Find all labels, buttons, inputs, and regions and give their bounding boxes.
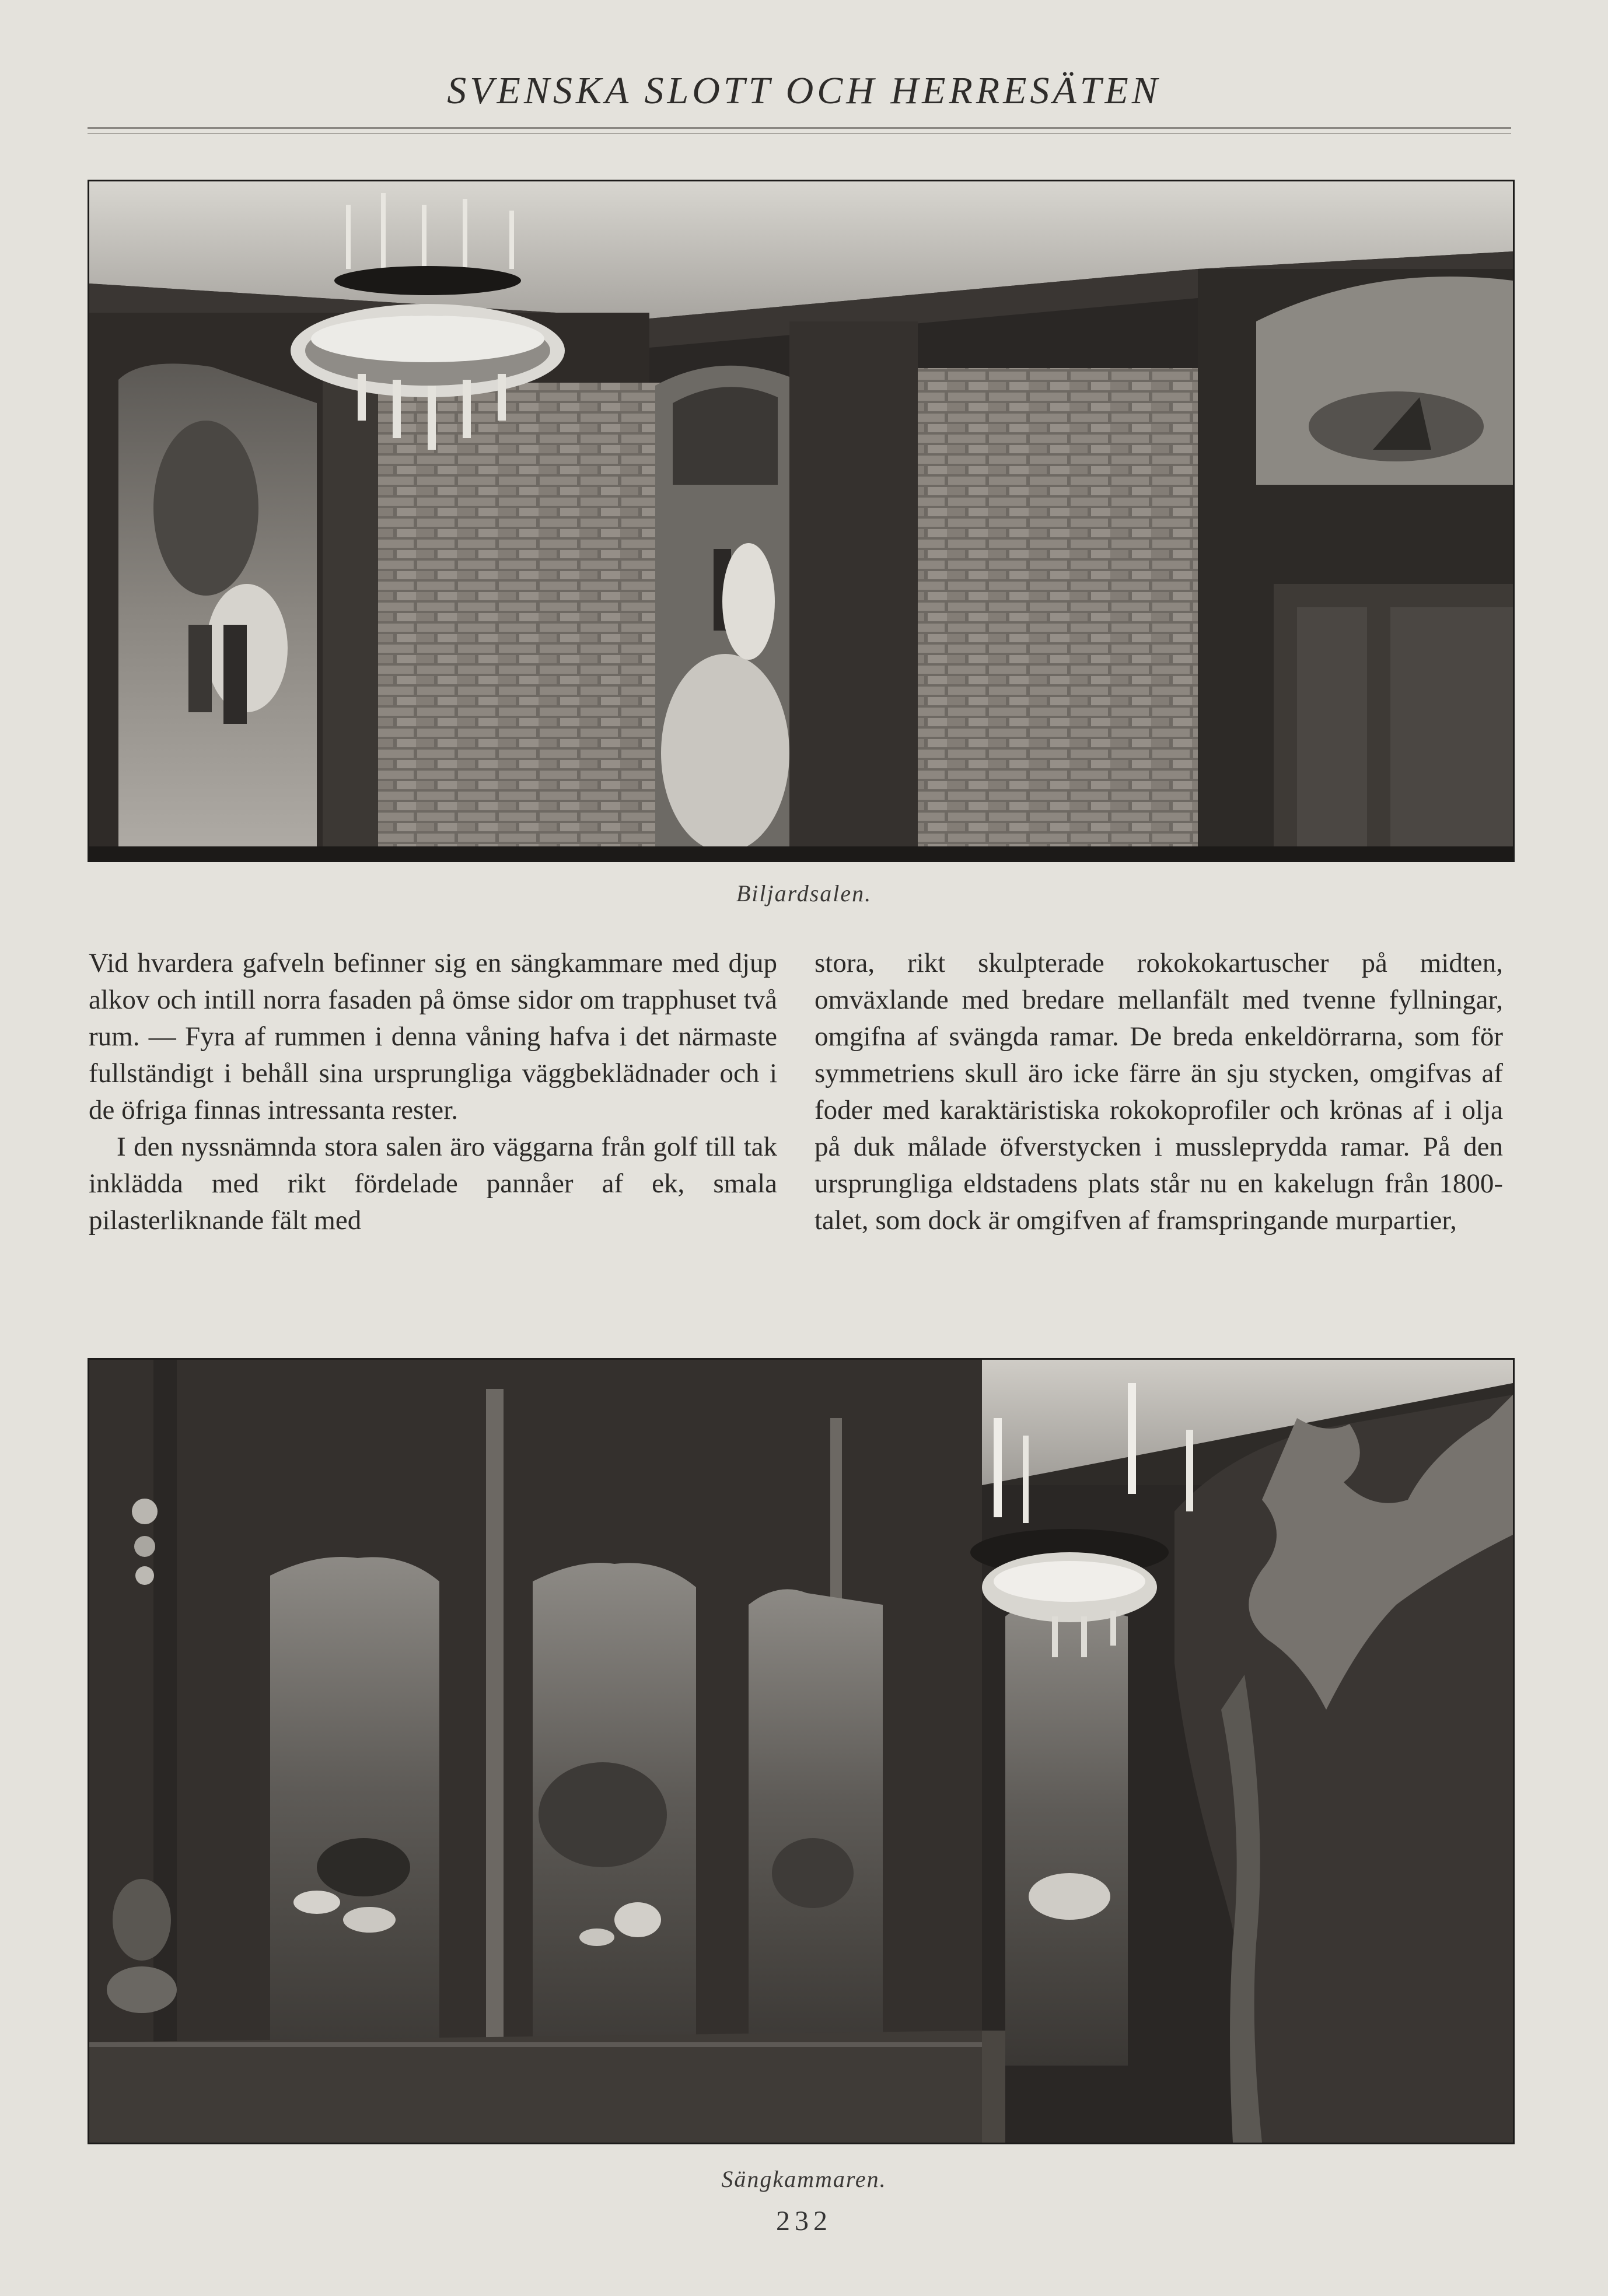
photograph-billiard-room-icon (89, 181, 1513, 860)
page-number: 232 (776, 2206, 832, 2236)
paragraph: I den nyssnämnda stora salen äro väggarna från golf till tak inklädda med rikt fördelade pannåer af ek, smala pilasterliknande fält med (89, 1132, 777, 1236)
photograph-bedchamber-icon (89, 1360, 1513, 2143)
text-column-right (815, 945, 1503, 1239)
header-rule-thin (88, 133, 1511, 134)
paragraph: Vid hvardera gafveln befinner sig en sängkammare med djup alkov och intill norra fasaden på ömse sidor om trapphuset två rum. — Fyra af rummen i denna våning hafva i det närmaste fullständigt i behåll sina ursprungliga väggbeklädnader och i de öfriga finnas intressanta rester. (89, 948, 777, 1125)
text-column-left (89, 945, 777, 1239)
figure-caption-bottom: Sängkammaren. (721, 2166, 887, 2192)
figure-caption-top: Biljardsalen. (736, 880, 872, 907)
running-head: SVENSKA SLOTT OCH HERRESÄTEN (447, 69, 1161, 112)
bedchamber-photograph (88, 1358, 1515, 2144)
billiard-room-photograph (88, 180, 1515, 862)
header-rule (88, 127, 1511, 129)
paragraph: stora, rikt skulpterade rokokokartuscher på midten, omväxlande med bredare mellanfält med tvenne fyllningar, omgifna af svängda ramar. De breda enkeldörrarna, som för symmetriens skull äro icke färre än sju stycken, omgifvas af foder med karaktäristiska rokokoprofiler och krönas af i olja på duk målade öfverstycken i mussleprydda ramar. På den ursprungliga eldstadens plats står nu en kakelugn från 1800-talet, som dock är omgifven af framspringande murpartier, (815, 948, 1503, 1236)
